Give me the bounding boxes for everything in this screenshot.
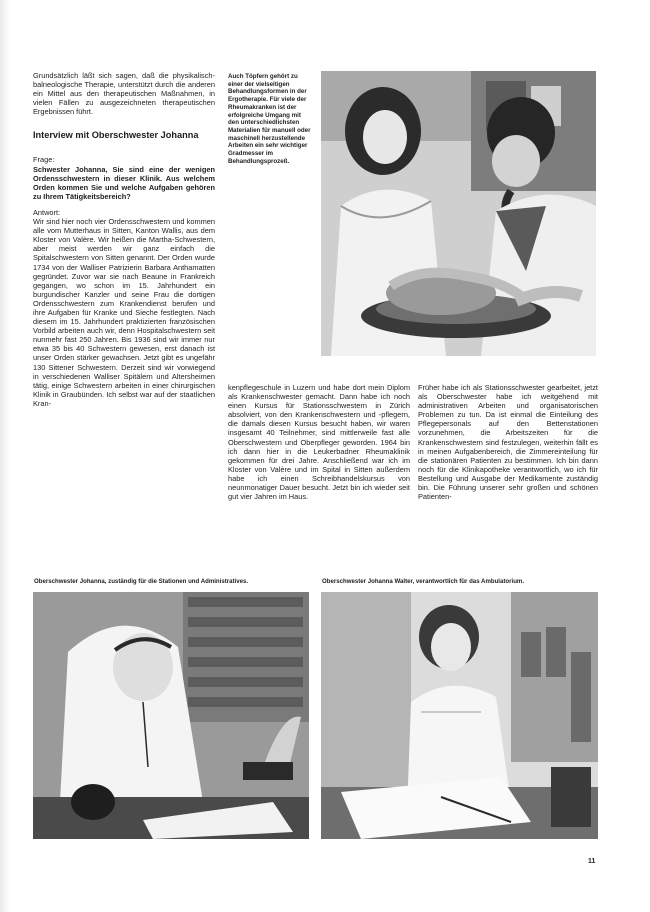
page-edge-shadow <box>0 0 10 912</box>
answer-text-col2: kenpflegeschule in Luzern und habe dort mein Diplom als Krankenschwester gemacht. Dann habe ich noch einen Kursus für Stationsschwestern in Zürich absolviert, von den Krankenschwestern und -pflegern, die damals diesen Kursus besucht haben, wir waren insgesamt 40 Teilnehmer, sind mittlerweile fast alle Oberschwestern und Oberpfleger geworden. 1964 bin ich dann hier in die Leukerbadner Rheumaklinik gekommen für drei Jahre. Anschließend war ich im Kloster von Valère und im Spital in Sitten außerdem habe ich einen Schreibhandelskursus von neunmonatiger Dauer besucht. Jetzt bin ich wieder seit gut vier Jahren im Haus. <box>228 383 410 502</box>
top-photo-caption: Auch Töpfern gehört zu einer der vielseitigen Behandlungsformen in der Ergotherapie. Für viele der Rheumakranken ist der erfolgreiche Umgang mit den unterschiedlichsten Materialien für manuell oder maschinell herzustellende Arbeiten ein sehr wichtiger Gradmesser im Behandlungsprozeß. <box>228 73 311 165</box>
article-intro: Grundsätzlich läßt sich sagen, daß die physikalisch-balneologische Therapie, unterstützt durch die anderen ein Mittel aus den therapeutischen Maßnahmen, in vielen Fällen zu ausgezeichneten therapeutischen Ergebnissen führt. <box>33 71 215 117</box>
bottom-left-caption: Oberschwester Johanna, zuständig für die Stationen und Administratives. <box>34 578 249 585</box>
answer-label: Antwort: <box>33 207 61 217</box>
article-column-1 <box>33 71 215 408</box>
bottom-right-caption: Oberschwester Johanna Walter, verantwortlich für das Ambulatorium. <box>322 578 525 585</box>
interview-question: Schwester Johanna, Sie sind eine der wenigen Ordensschwestern in dieser Klinik. Aus welchem Orden kommen Sie und welche Aufgaben gehören zu Ihrem Tätigkeitsbereich? <box>33 164 215 201</box>
nurse-writing-photo <box>321 592 598 839</box>
article-column-3 <box>418 383 598 501</box>
answer-text-col3: Früher habe ich als Stationsschwester gearbeitet, jetzt als Oberschwester habe ich weitgehend mit administrativen Arbeiten und organisatorischen Problemen zu tun. Da ist einmal die Einteilung des Pflegepersonals auf den Bettenstationen vorzunehmen, die Arbeitszeiten für die Krankenschwestern sind festzulegen, weiterhin fällt es in meinen Aufgabenbereich, die Zimmereinteilung für die stationären Patienten zu bestimmen. Ich bin dann noch für die Klinikapotheke verantwortlich, wo ich für Bestellung und Ausgabe der Medikamente zuständig bin. Die Führung unserer sehr großen und schönen Patienten- <box>418 383 598 502</box>
article-column-2 <box>228 383 410 501</box>
nun-at-desk-photo <box>33 592 309 839</box>
pottery-therapy-photo <box>321 71 596 356</box>
answer-text-col1: Wir sind hier noch vier Ordensschwestern und kommen alle vom Mutterhaus in Sitten, Kanton Wallis, aus dem Kloster von Valère. Wir heißen die Martha-Schwestern, aber meist werden wir ganz einfach die Spitalschwestern von Sitten genannt. Der Orden wurde 1734 von der Walliser Patrizierin Barbara Anthamatten gegründet. Zuvor war sie nach Beaune in Frankreich gegangen, wo schon im 15. Jahrhundert ein burgundischer Kanzler und seine Frau die dortigen Ordensschwestern zum Krankendienst berufen und ihre Aufgaben für Kranke und Sieche festlegten. Nach diesem im 15. Jahrhundert praktizierten französischen Vorbild arbeiten auch wir, denn Hospitalschwestern seit nunmehr fast 250 Jahren. Bis 1936 sind wir immer nur etwa 35 bis 40 Schwestern gewesen, erst danach ist unser Orden stärker gewachsen. Jetzt gibt es ungefähr 130 Sittener Schwestern. Derzeit sind wir vorwiegend in verschiedenen Walliser Spitälern und Altersheimen tätig, einige Schwestern arbeiten in einer chirurgischen Klinik in Graubünden. Ich selbst war auf der staatlichen Kran- <box>33 217 215 408</box>
page-number: 11 <box>588 858 596 865</box>
interview-heading: Interview mit Oberschwester Johanna <box>33 130 199 141</box>
question-label: Frage: <box>33 155 55 165</box>
